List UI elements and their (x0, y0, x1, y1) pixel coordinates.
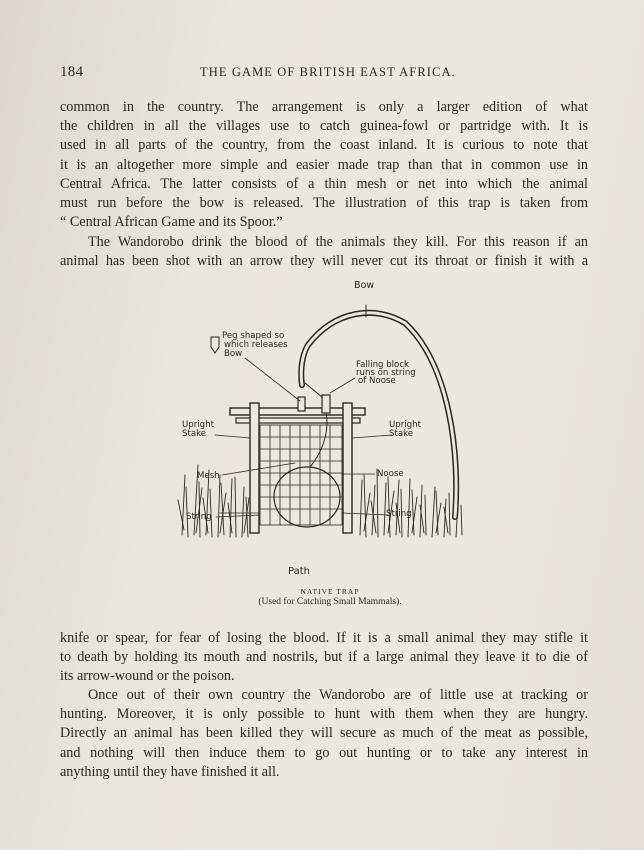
text-line: the children in all the villages use to catch guinea-fowl or partridge with. It is (60, 118, 588, 135)
figure-caption-subtitle: (Used for Catching Small Mammals). (258, 597, 402, 607)
paragraph-3 (60, 629, 588, 687)
text-line: its arrow-wound or the poison. (60, 668, 235, 685)
text-line: it is an altogether more simple and easier made trap than that in common use in (60, 156, 588, 173)
text-line: to death by holding its mouth and nostrils, but if a large animal they leave it to die of (60, 649, 588, 666)
text-line: The Wandorobo drink the blood of the animals they kill. For this reason if an (88, 234, 588, 250)
label-upright-stake-right: Stake (389, 429, 414, 439)
text-line: common in the country. The arrangement is only a larger edition of what (60, 99, 588, 115)
text-line: hunting. Moreover, it is only possible to hunt with them when they are hungry. (60, 706, 588, 723)
label-upright-stake-right: Upright (389, 420, 421, 430)
text-line: animal has been shot with an arrow they will never cut its throat or finish it with a (60, 253, 588, 270)
paragraph-2 (60, 233, 588, 271)
paragraph-4 (60, 686, 588, 782)
text-line: Directly an animal has been killed they will secure as much of the meat as possible, (60, 725, 588, 742)
paragraph-1 (60, 98, 588, 232)
text-line: must run before the bow is released. The illustration of this trap is taken from (60, 195, 588, 212)
text-line: knife or spear, for fear of losing the blood. If it is a small animal they may stifle it (60, 630, 588, 646)
page-header (60, 64, 588, 84)
label-falling-block: Falling block (356, 360, 410, 370)
label-bow: Bow (354, 280, 375, 291)
text-line: “ Central African Game and its Spoor.” (60, 214, 283, 231)
label-falling-block: of Noose (358, 376, 396, 386)
label-upright-stake-left: Upright (182, 420, 214, 430)
label-falling-block: runs on string (356, 368, 416, 378)
label-peg: Bow (224, 349, 243, 359)
label-mesh: Mesh (197, 471, 220, 481)
label-string-left: String (186, 512, 212, 522)
page-number: 184 (60, 64, 84, 80)
label-peg: which releases (224, 340, 288, 350)
figure-caption-title: NATIVE TRAP (300, 587, 360, 596)
label-upright-stake-left: Stake (182, 429, 207, 439)
text-line: Central Africa. The latter consists of a thin mesh or net into which the animal (60, 175, 588, 192)
text-line: anything until they have finished it all. (60, 763, 280, 780)
text-line: Once out of their own country the Wandorobo are of little use at tracking or (88, 687, 588, 703)
native-trap-illustration (160, 275, 490, 575)
label-path: Path (288, 566, 310, 577)
label-string-right: String (386, 509, 412, 519)
label-peg: Peg shaped so (222, 331, 285, 341)
running-title: THE GAME OF BRITISH EAST AFRICA. (200, 65, 456, 79)
text-line: and nothing will then induce them to go out hunting or to take any interest in (60, 744, 588, 761)
label-noose: Noose (377, 469, 404, 479)
text-line: used in all parts of the country, from the coast inland. It is curious to note that (60, 137, 588, 154)
